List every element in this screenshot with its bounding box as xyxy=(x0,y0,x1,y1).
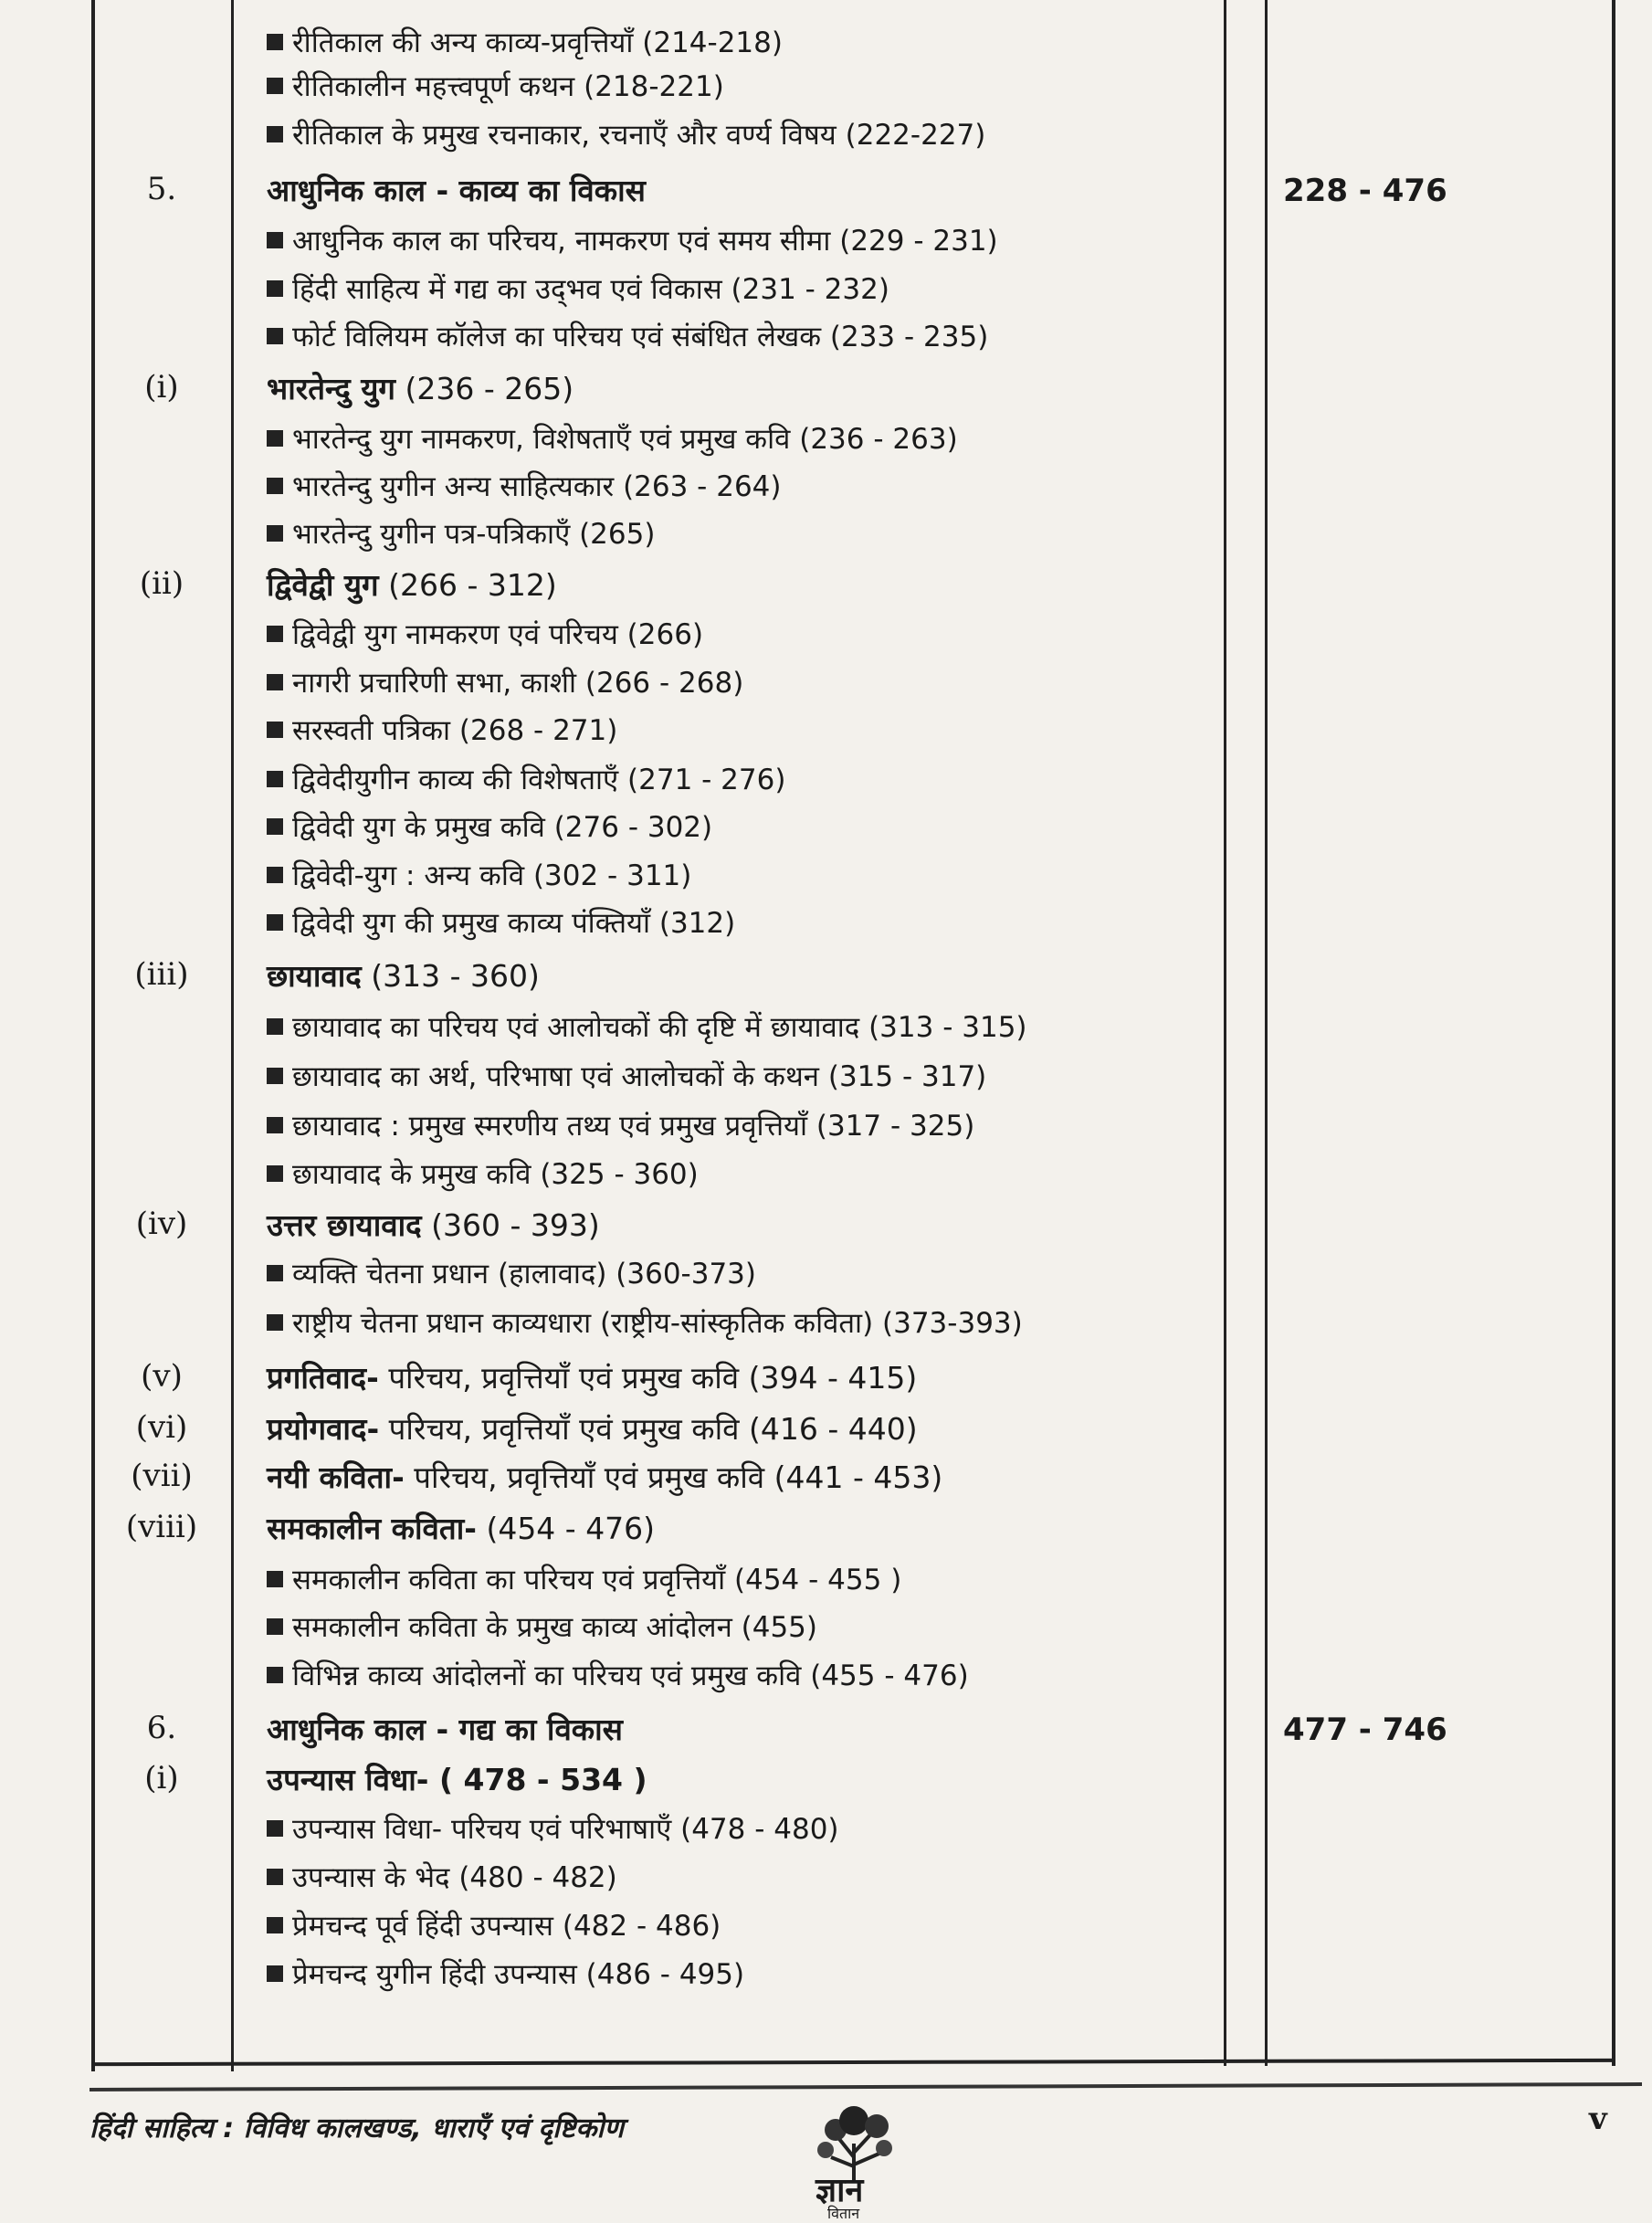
contents-item-text: भारतेन्दु युगीन अन्य साहित्यकार (263 - 264) xyxy=(292,470,782,503)
logo-subtext: वितान xyxy=(827,2205,860,2222)
square-bullet-icon xyxy=(267,1869,283,1885)
section-number: (v) xyxy=(141,1358,183,1395)
contents-item xyxy=(267,1154,699,1193)
contents-item-text: द्विवेदी युग के प्रमुख कवि (276 - 302) xyxy=(292,811,713,844)
section-pages: ( 478 - 534 ) xyxy=(428,1762,647,1797)
section-number: (i) xyxy=(144,1760,179,1796)
section-pages: परिचय, प्रवृत्तियाँ एवं प्रमुख कवि (416 - 440) xyxy=(379,1411,918,1447)
contents-item xyxy=(267,1007,1027,1046)
square-bullet-icon xyxy=(267,126,283,142)
section-number: (viii) xyxy=(125,1509,198,1545)
contents-item-text: रीतिकाल के प्रमुख रचनाकार, रचनाएँ और वर्ण्य विषय (222-227) xyxy=(292,119,986,152)
square-bullet-icon xyxy=(267,525,283,542)
contents-item xyxy=(267,1106,974,1144)
square-bullet-icon xyxy=(267,430,283,447)
square-bullet-icon xyxy=(267,1314,283,1331)
contents-item-text: भारतेन्दु युग नामकरण, विशेषताएँ एवं प्रमुख कवि (236 - 263) xyxy=(292,423,958,456)
section-pages: (313 - 360) xyxy=(361,958,540,994)
contents-item xyxy=(267,269,889,308)
square-bullet-icon xyxy=(267,478,283,494)
contents-item-text: रीतिकालीन महत्त्वपूर्ण कथन (218-221) xyxy=(292,70,724,103)
contents-item-text: नागरी प्रचारिणी सभा, काशी (266 - 268) xyxy=(292,667,744,700)
contents-item xyxy=(267,1954,744,1993)
section-number: 5. xyxy=(146,171,177,207)
section-heading-text: उत्तर छायावाद xyxy=(267,1207,422,1243)
section-heading-text: नयी कविता- xyxy=(267,1459,405,1495)
contents-item-text: आधुनिक काल का परिचय, नामकरण एवं समय सीमा (229 - 231) xyxy=(292,225,998,258)
contents-item-text: द्विवेद्वी युग नामकरण एवं परिचय (266) xyxy=(292,618,704,651)
table-border-bottom xyxy=(91,2059,1615,2066)
section-heading-text: आधुनिक काल - गद्य का विकास xyxy=(267,1712,623,1747)
contents-item xyxy=(267,514,655,553)
section-heading xyxy=(267,1507,655,1548)
section-heading xyxy=(267,564,557,605)
contents-item xyxy=(267,1656,969,1694)
contents-item xyxy=(267,760,785,798)
page-range: 477 - 746 xyxy=(1283,1712,1447,1748)
contents-item-text: सरस्वती पत्रिका (268 - 271) xyxy=(292,714,618,747)
contents-item-text: छायावाद : प्रमुख स्मरणीय तथ्य एवं प्रमुख प्रवृत्तियाँ (317 - 325) xyxy=(292,1110,975,1143)
contents-item-text: द्विवेदी युग की प्रमुख काव्य पंक्तियाँ (312) xyxy=(292,907,736,940)
square-bullet-icon xyxy=(267,1618,283,1635)
section-heading xyxy=(267,1758,647,1799)
section-heading xyxy=(267,1356,917,1397)
square-bullet-icon xyxy=(267,1265,283,1281)
square-bullet-icon xyxy=(267,1965,283,1982)
contents-item xyxy=(267,317,988,355)
section-heading xyxy=(267,1708,623,1749)
contents-item xyxy=(267,1560,901,1598)
logo-text: ज्ञान xyxy=(815,2172,864,2209)
contents-item-text: समकालीन कविता का परिचय एवं प्रवृत्तियाँ (454 - 455 ) xyxy=(292,1564,902,1596)
contents-item-text: फोर्ट विलियम कॉलेज का परिचय एवं संबंधित लेखक (233 - 235) xyxy=(292,321,989,353)
section-heading-text: द्विवेद्वी युग xyxy=(267,567,379,603)
contents-item xyxy=(267,67,724,105)
contents-item xyxy=(267,615,703,653)
square-bullet-icon xyxy=(267,1667,283,1683)
contents-item xyxy=(267,903,735,942)
contents-item xyxy=(267,663,743,701)
section-pages: परिचय, प्रवृत्तियाँ एवं प्रमुख कवि (394 - 415) xyxy=(378,1360,918,1396)
section-heading xyxy=(267,169,646,210)
section-pages: (266 - 312) xyxy=(378,567,557,603)
contents-item-text: व्यक्ति चेतना प्रधान (हालावाद) (360-373) xyxy=(292,1258,757,1291)
contents-item-text: छायावाद का परिचय एवं आलोचकों की दृष्टि में छायावाद (313 - 315) xyxy=(292,1011,1027,1044)
section-pages: (236 - 265) xyxy=(395,371,574,406)
square-bullet-icon xyxy=(267,722,283,738)
contents-item xyxy=(267,1858,617,1896)
page-range: 228 - 476 xyxy=(1283,173,1447,209)
section-number: 6. xyxy=(146,1710,177,1746)
contents-item xyxy=(267,1254,756,1292)
contents-item xyxy=(267,711,617,749)
section-heading xyxy=(267,367,573,408)
contents-item xyxy=(267,807,712,846)
square-bullet-icon xyxy=(267,818,283,835)
square-bullet-icon xyxy=(267,1165,283,1182)
contents-item xyxy=(267,467,781,505)
section-pages: परिचय, प्रवृत्तियाँ एवं प्रमुख कवि (441 - 453) xyxy=(404,1459,943,1495)
square-bullet-icon xyxy=(267,78,283,94)
contents-item xyxy=(267,1809,839,1848)
section-number: (vi) xyxy=(135,1409,188,1446)
section-number: (i) xyxy=(144,369,179,406)
table-border-right xyxy=(1612,0,1615,2066)
contents-item-text: छायावाद के प्रमुख कवि (325 - 360) xyxy=(292,1158,699,1191)
contents-item xyxy=(267,1607,817,1646)
section-heading xyxy=(267,1407,918,1449)
contents-item-text: भारतेन्दु युगीन पत्र-पत्रिकाएँ (265) xyxy=(292,518,656,551)
page-number: v xyxy=(1589,2101,1607,2137)
square-bullet-icon xyxy=(267,1068,283,1084)
contents-item-text: छायावाद का अर्थ, परिभाषा एवं आलोचकों के कथन (315 - 317) xyxy=(292,1060,987,1093)
section-heading-text: छायावाद xyxy=(267,958,362,994)
contents-item xyxy=(267,419,958,458)
table-divider-range xyxy=(1265,0,1268,2066)
square-bullet-icon xyxy=(267,867,283,883)
contents-item-text: प्रेमचन्द पूर्व हिंदी उपन्यास (482 - 486) xyxy=(292,1910,721,1943)
section-heading-text: प्रयोगवाद- xyxy=(267,1411,380,1447)
contents-item xyxy=(267,221,998,259)
square-bullet-icon xyxy=(267,1820,283,1837)
contents-item-text: हिंदी साहित्य में गद्य का उद्‌भव एवं विकास (231 - 232) xyxy=(292,273,889,306)
square-bullet-icon xyxy=(267,1018,283,1035)
square-bullet-icon xyxy=(267,1917,283,1933)
section-number: (iii) xyxy=(134,956,189,993)
section-pages: (360 - 393) xyxy=(421,1207,600,1243)
square-bullet-icon xyxy=(267,914,283,931)
contents-item xyxy=(267,1057,986,1095)
square-bullet-icon xyxy=(267,771,283,787)
square-bullet-icon xyxy=(267,1117,283,1133)
square-bullet-icon xyxy=(267,626,283,642)
section-heading xyxy=(267,954,540,996)
section-number: (vii) xyxy=(131,1458,193,1494)
square-bullet-icon xyxy=(267,34,283,50)
square-bullet-icon xyxy=(267,1571,283,1587)
section-heading-text: समकालीन कविता- xyxy=(267,1511,477,1546)
contents-item-text: प्रेमचन्द युगीन हिंदी उपन्यास (486 - 495) xyxy=(292,1958,745,1991)
section-number: (iv) xyxy=(135,1206,188,1242)
contents-item xyxy=(267,856,691,894)
contents-item-text: द्विवेदी-युग : अन्य कवि (302 - 311) xyxy=(292,859,692,892)
footer-rule xyxy=(89,2082,1642,2091)
table-divider-content xyxy=(1224,0,1226,2066)
contents-item-text: द्विवेदीयुगीन काव्य की विशेषताएँ (271 - 276) xyxy=(292,764,786,796)
section-heading-text: आधुनिक काल - काव्य का विकास xyxy=(267,173,646,208)
section-number: (ii) xyxy=(139,565,184,602)
footer-book-title: हिंदी साहित्य : विविध कालखण्ड, धाराएँ एवं दृष्टिकोण xyxy=(89,2112,624,2144)
section-heading xyxy=(267,1204,600,1245)
contents-item-text: उपन्यास विधा- परिचय एवं परिभाषाएँ (478 - 480) xyxy=(292,1813,839,1846)
contents-item-text: विभिन्न काव्य आंदोलनों का परिचय एवं प्रमुख कवि (455 - 476) xyxy=(292,1659,969,1692)
contents-item xyxy=(267,23,783,61)
contents-item xyxy=(267,115,985,153)
contents-item xyxy=(267,1906,721,1944)
section-heading-text: उपन्यास विधा- xyxy=(267,1762,429,1797)
square-bullet-icon xyxy=(267,674,283,690)
section-pages: (454 - 476) xyxy=(476,1511,656,1546)
section-heading-text: भारतेन्दु युग xyxy=(267,371,395,406)
contents-item xyxy=(267,1303,1023,1342)
section-heading-text: प्रगतिवाद- xyxy=(267,1360,379,1396)
section-heading xyxy=(267,1456,942,1497)
contents-item-text: उपन्यास के भेद (480 - 482) xyxy=(292,1861,617,1894)
contents-item-text: रीतिकाल की अन्य काव्य-प्रवृत्तियाँ (214-218) xyxy=(292,26,783,59)
square-bullet-icon xyxy=(267,328,283,344)
contents-item-text: समकालीन कविता के प्रमुख काव्य आंदोलन (455) xyxy=(292,1611,817,1644)
contents-item-text: राष्ट्रीय चेतना प्रधान काव्यधारा (राष्ट्रीय-सांस्कृतिक कविता) (373-393) xyxy=(292,1307,1023,1340)
square-bullet-icon xyxy=(267,232,283,248)
square-bullet-icon xyxy=(267,280,283,297)
table-divider-number xyxy=(231,0,234,2071)
